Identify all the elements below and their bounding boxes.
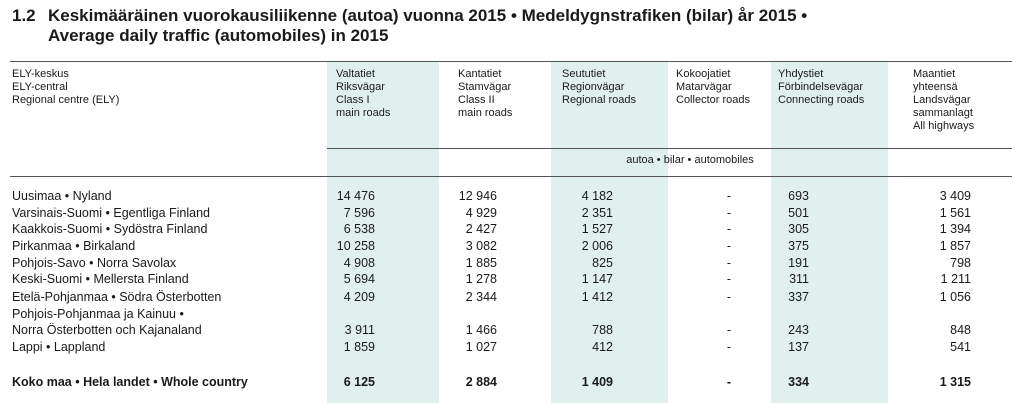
cell: 14 476 [336, 189, 375, 203]
table-number: 1.2 [12, 6, 36, 25]
cell: 12 946 [458, 189, 497, 203]
cell: 798 [950, 256, 971, 270]
cell: 311 [789, 272, 809, 286]
total-label: Koko maa • Hela landet • Whole country [12, 375, 248, 389]
row-label: Etelä-Pohjanmaa • Södra Österbotten [12, 290, 222, 304]
col-header-regional: Seututiet Regionvägar Regional roads [562, 68, 636, 106]
cell: 10 258 [336, 239, 375, 253]
cell: 2 344 [465, 290, 497, 304]
cell: 4 209 [343, 290, 375, 304]
cell: 501 [788, 206, 809, 220]
cell: 1 278 [465, 272, 497, 286]
unit-label: autoa • bilar • automobiles [626, 154, 754, 166]
cell: 305 [788, 222, 809, 236]
cell: - [726, 206, 731, 220]
cell: 3 409 [939, 189, 971, 203]
cell: 191 [788, 256, 809, 270]
total-cell: - [726, 375, 731, 389]
row-label: Pirkanmaa • Birkaland [12, 239, 136, 253]
cell: 3 082 [465, 239, 497, 253]
cell: 1 027 [465, 340, 497, 354]
cell: 2 006 [581, 239, 613, 253]
cell: 1 561 [939, 206, 971, 220]
cell: 1 412 [581, 290, 613, 304]
cell: 1 211 [940, 272, 971, 286]
cell: 1 394 [939, 222, 971, 236]
rule-under-unit [10, 176, 1012, 177]
title-line-1: Keskimääräinen vuorokausiliikenne (autoa) vuonna 2015 • Medeldygnstrafiken (bilar) år 2015 • [48, 6, 808, 25]
cell: - [726, 340, 731, 354]
table-title [12, 6, 1012, 46]
cell: 375 [788, 239, 809, 253]
rule-top [10, 61, 1012, 62]
total-cell: 2 884 [465, 375, 497, 389]
row-label: Pohjois-Pohjanmaa ja Kainuu • [12, 307, 184, 321]
region-header: ELY-keskus ELY-central Regional centre (ELY) [12, 68, 120, 106]
row-label: Varsinais-Suomi • Egentliga Finland [12, 206, 210, 220]
row-label: Keski-Suomi • Mellersta Finland [12, 272, 189, 286]
cell: - [726, 222, 731, 236]
total-cell: 1 409 [581, 375, 613, 389]
title-line-2: Average daily traffic (automobiles) in 2015 [48, 26, 389, 45]
cell: 788 [592, 323, 613, 337]
cell: 1 527 [581, 222, 613, 236]
total-cell: 334 [788, 375, 809, 389]
row-label: Pohjois-Savo • Norra Savolax [12, 256, 177, 270]
col-header-connecting: Yhdystiet Förbindelsevägar Connecting roads [778, 68, 865, 106]
cell: - [726, 256, 731, 270]
cell: - [726, 239, 731, 253]
cell: 6 538 [343, 222, 375, 236]
row-label-line-2: Norra Österbotten och Kajanaland [12, 323, 202, 337]
cell: 1 466 [465, 323, 497, 337]
cell: 825 [592, 256, 613, 270]
col-header-all: Maantiet yhteensä Landsvägar sammanlagt All highways [913, 68, 975, 132]
col-header-collector: Kokoojatiet Matarvägar Collector roads [676, 68, 750, 106]
cell: 243 [788, 323, 809, 337]
cell: 4 182 [581, 189, 613, 203]
cell: 693 [788, 189, 809, 203]
col-header-class2: Kantatiet Stamvägar Class II main roads [458, 68, 513, 119]
cell: 137 [788, 340, 809, 354]
row-label: Uusimaa • Nyland [12, 189, 112, 203]
cell: 2 351 [581, 206, 613, 220]
cell: 1 147 [581, 272, 613, 286]
cell: 541 [950, 340, 971, 354]
cell: 1 056 [939, 290, 971, 304]
cell: - [726, 189, 731, 203]
cell: 412 [592, 340, 613, 354]
cell: 2 427 [465, 222, 497, 236]
col-header-class1: Valtatiet Riksvägar Class I main roads [336, 68, 391, 119]
rule-under-header [327, 148, 1012, 149]
cell: 4 929 [465, 206, 497, 220]
cell: 848 [950, 323, 971, 337]
cell: 3 911 [344, 323, 375, 337]
cell: 4 908 [343, 256, 375, 270]
cell: 1 857 [939, 239, 971, 253]
row-label: Lappi • Lappland [12, 340, 106, 354]
cell: 337 [788, 290, 809, 304]
cell: 1 859 [343, 340, 375, 354]
cell: 1 885 [465, 256, 497, 270]
cell: - [726, 272, 731, 286]
cell: 5 694 [343, 272, 375, 286]
total-cell: 1 315 [939, 375, 971, 389]
cell: 7 596 [343, 206, 375, 220]
cell: - [726, 323, 731, 337]
row-label: Kaakkois-Suomi • Sydöstra Finland [12, 222, 208, 236]
cell: - [726, 290, 731, 304]
total-cell: 6 125 [343, 375, 375, 389]
